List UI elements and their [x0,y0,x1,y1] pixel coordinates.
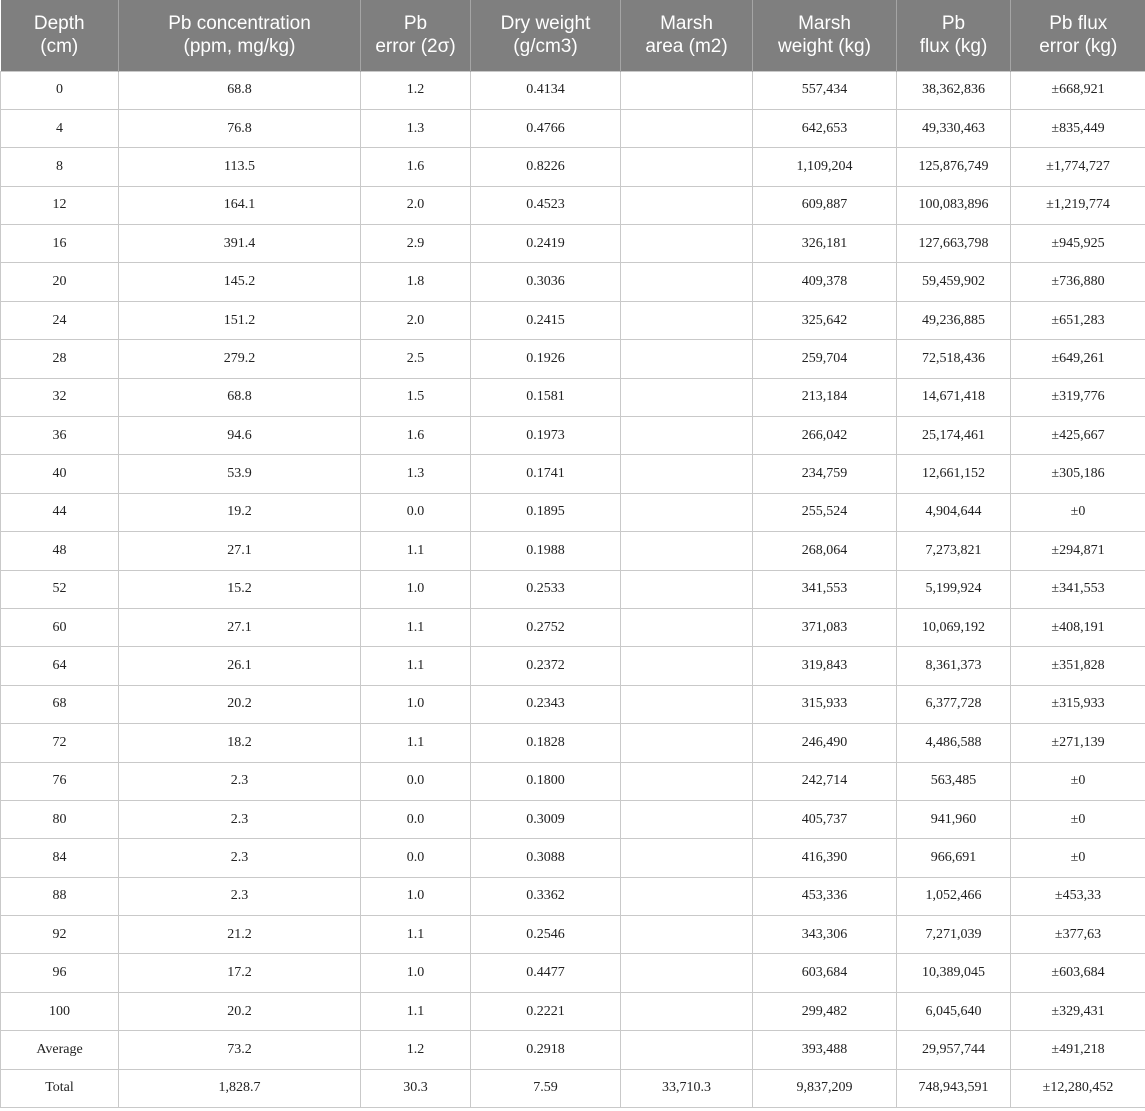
cell-pb-flux-error: ±0 [1011,839,1145,877]
cell-pb-concentration: 26.1 [119,647,361,685]
cell-pb-error: 1.0 [361,877,471,915]
table-row [1,570,1145,608]
cell-pb-concentration: 2.3 [119,800,361,838]
cell-pb-flux: 1,052,466 [897,877,1011,915]
cell-pb-flux-error: ±329,431 [1011,992,1145,1030]
table-row [1,532,1145,570]
cell-pb-flux-error: ±491,218 [1011,1031,1145,1069]
table-row [1,301,1145,339]
cell-pb-error: 1.2 [361,1031,471,1069]
table-row [1,608,1145,646]
cell-dry-weight: 0.3036 [471,263,621,301]
cell-dry-weight: 0.2546 [471,916,621,954]
cell-pb-flux-error: ±305,186 [1011,455,1145,493]
cell-pb-error: 1.5 [361,378,471,416]
cell-pb-flux: 29,957,744 [897,1031,1011,1069]
cell-pb-flux: 563,485 [897,762,1011,800]
cell-marsh-area [621,992,753,1030]
cell-depth: 84 [1,839,119,877]
cell-pb-concentration: 20.2 [119,685,361,723]
cell-marsh-weight: 9,837,209 [753,1069,897,1107]
col-header-pb-flux: Pb flux (kg) [897,0,1011,71]
cell-pb-flux-error: ±315,933 [1011,685,1145,723]
cell-depth: 44 [1,493,119,531]
cell-depth: 40 [1,455,119,493]
cell-depth: 52 [1,570,119,608]
table-row [1,1031,1145,1069]
cell-depth: 0 [1,71,119,109]
table-row [1,992,1145,1030]
cell-marsh-area [621,532,753,570]
col-header-marsh-area: Marsh area (m2) [621,0,753,71]
table-row [1,71,1145,109]
cell-marsh-area [621,493,753,531]
cell-pb-error: 1.1 [361,532,471,570]
cell-pb-flux: 72,518,436 [897,340,1011,378]
cell-dry-weight: 0.1973 [471,417,621,455]
col-header-dry-weight: Dry weight (g/cm3) [471,0,621,71]
cell-marsh-weight: 246,490 [753,724,897,762]
cell-marsh-area [621,839,753,877]
cell-depth: 80 [1,800,119,838]
cell-marsh-area [621,186,753,224]
cell-marsh-area [621,608,753,646]
cell-depth: 96 [1,954,119,992]
cell-marsh-weight: 393,488 [753,1031,897,1069]
col-header-marsh-weight: Marsh weight (kg) [753,0,897,71]
cell-pb-flux: 14,671,418 [897,378,1011,416]
cell-pb-flux-error: ±341,553 [1011,570,1145,608]
cell-marsh-area [621,1031,753,1069]
cell-pb-error: 0.0 [361,762,471,800]
cell-pb-flux-error: ±1,219,774 [1011,186,1145,224]
cell-marsh-weight: 343,306 [753,916,897,954]
cell-pb-concentration: 20.2 [119,992,361,1030]
cell-pb-flux-error: ±945,925 [1011,225,1145,263]
cell-dry-weight: 7.59 [471,1069,621,1107]
cell-pb-error: 0.0 [361,800,471,838]
cell-pb-flux: 7,271,039 [897,916,1011,954]
cell-marsh-weight: 341,553 [753,570,897,608]
cell-depth: 68 [1,685,119,723]
cell-pb-flux: 10,389,045 [897,954,1011,992]
cell-pb-concentration: 2.3 [119,877,361,915]
cell-dry-weight: 0.4134 [471,71,621,109]
cell-pb-flux-error: ±294,871 [1011,532,1145,570]
cell-marsh-weight: 242,714 [753,762,897,800]
cell-marsh-area [621,71,753,109]
cell-pb-concentration: 2.3 [119,762,361,800]
table-row [1,954,1145,992]
cell-dry-weight: 0.1988 [471,532,621,570]
cell-depth: 36 [1,417,119,455]
cell-depth: Average [1,1031,119,1069]
cell-depth: 48 [1,532,119,570]
cell-marsh-weight: 326,181 [753,225,897,263]
table-row [1,455,1145,493]
cell-depth: 32 [1,378,119,416]
cell-pb-concentration: 53.9 [119,455,361,493]
cell-pb-concentration: 73.2 [119,1031,361,1069]
cell-pb-flux-error: ±351,828 [1011,647,1145,685]
cell-marsh-area [621,685,753,723]
cell-depth: 8 [1,148,119,186]
cell-marsh-weight: 371,083 [753,608,897,646]
cell-pb-concentration: 2.3 [119,839,361,877]
cell-depth: 4 [1,109,119,147]
table-row [1,1069,1145,1107]
cell-pb-error: 1.8 [361,263,471,301]
cell-marsh-area [621,225,753,263]
cell-dry-weight: 0.1581 [471,378,621,416]
cell-marsh-area [621,301,753,339]
cell-dry-weight: 0.2533 [471,570,621,608]
cell-pb-concentration: 391.4 [119,225,361,263]
cell-pb-flux-error: ±736,880 [1011,263,1145,301]
cell-pb-concentration: 279.2 [119,340,361,378]
cell-pb-flux: 125,876,749 [897,148,1011,186]
cell-pb-flux: 49,330,463 [897,109,1011,147]
table-row [1,762,1145,800]
cell-pb-concentration: 21.2 [119,916,361,954]
cell-dry-weight: 0.4766 [471,109,621,147]
cell-pb-error: 1.1 [361,916,471,954]
table-row [1,186,1145,224]
cell-pb-error: 0.0 [361,493,471,531]
cell-pb-flux-error: ±0 [1011,762,1145,800]
cell-dry-weight: 0.4477 [471,954,621,992]
cell-pb-flux: 12,661,152 [897,455,1011,493]
cell-pb-error: 1.6 [361,148,471,186]
cell-pb-flux-error: ±453,33 [1011,877,1145,915]
cell-dry-weight: 0.4523 [471,186,621,224]
cell-pb-flux: 6,377,728 [897,685,1011,723]
cell-marsh-area: 33,710.3 [621,1069,753,1107]
cell-pb-concentration: 164.1 [119,186,361,224]
cell-pb-flux-error: ±271,139 [1011,724,1145,762]
cell-pb-error: 1.1 [361,992,471,1030]
table-row [1,916,1145,954]
cell-pb-concentration: 68.8 [119,71,361,109]
cell-dry-weight: 0.8226 [471,148,621,186]
cell-marsh-area [621,954,753,992]
cell-depth: 88 [1,877,119,915]
cell-pb-flux: 100,083,896 [897,186,1011,224]
cell-marsh-weight: 268,064 [753,532,897,570]
cell-pb-flux: 7,273,821 [897,532,1011,570]
cell-marsh-area [621,109,753,147]
cell-pb-concentration: 68.8 [119,378,361,416]
cell-pb-flux-error: ±377,63 [1011,916,1145,954]
cell-pb-error: 2.5 [361,340,471,378]
cell-dry-weight: 0.2415 [471,301,621,339]
cell-marsh-weight: 405,737 [753,800,897,838]
cell-pb-flux: 6,045,640 [897,992,1011,1030]
cell-pb-concentration: 76.8 [119,109,361,147]
cell-pb-flux: 748,943,591 [897,1069,1011,1107]
table-row [1,263,1145,301]
cell-marsh-area [621,724,753,762]
cell-pb-flux-error: ±835,449 [1011,109,1145,147]
cell-pb-flux-error: ±603,684 [1011,954,1145,992]
cell-marsh-area [621,800,753,838]
cell-depth: 16 [1,225,119,263]
cell-pb-flux-error: ±0 [1011,800,1145,838]
cell-pb-error: 1.2 [361,71,471,109]
cell-marsh-weight: 255,524 [753,493,897,531]
cell-marsh-weight: 409,378 [753,263,897,301]
cell-pb-concentration: 1,828.7 [119,1069,361,1107]
cell-pb-flux-error: ±649,261 [1011,340,1145,378]
cell-marsh-area [621,378,753,416]
cell-dry-weight: 0.2221 [471,992,621,1030]
cell-pb-error: 1.0 [361,954,471,992]
cell-pb-concentration: 145.2 [119,263,361,301]
cell-pb-flux: 8,361,373 [897,647,1011,685]
cell-dry-weight: 0.3009 [471,800,621,838]
col-header-pb-flux-error: Pb flux error (kg) [1011,0,1145,71]
cell-pb-error: 1.6 [361,417,471,455]
cell-pb-error: 1.1 [361,724,471,762]
cell-marsh-weight: 325,642 [753,301,897,339]
table-row [1,417,1145,455]
cell-marsh-weight: 266,042 [753,417,897,455]
cell-pb-flux: 25,174,461 [897,417,1011,455]
cell-dry-weight: 0.3362 [471,877,621,915]
cell-pb-concentration: 113.5 [119,148,361,186]
cell-marsh-area [621,148,753,186]
cell-dry-weight: 0.2343 [471,685,621,723]
col-header-depth: Depth (cm) [1,0,119,71]
cell-depth: 28 [1,340,119,378]
cell-pb-flux-error: ±12,280,452 [1011,1069,1145,1107]
cell-marsh-area [621,263,753,301]
cell-depth: 20 [1,263,119,301]
cell-marsh-weight: 299,482 [753,992,897,1030]
table-row [1,493,1145,531]
cell-pb-flux-error: ±0 [1011,493,1145,531]
cell-depth: 24 [1,301,119,339]
cell-marsh-weight: 1,109,204 [753,148,897,186]
cell-dry-weight: 0.1800 [471,762,621,800]
cell-pb-error: 1.1 [361,608,471,646]
col-header-pb-error: Pb error (2σ) [361,0,471,71]
cell-dry-weight: 0.2918 [471,1031,621,1069]
cell-marsh-area [621,340,753,378]
cell-marsh-weight: 319,843 [753,647,897,685]
cell-pb-concentration: 151.2 [119,301,361,339]
cell-pb-error: 1.0 [361,570,471,608]
cell-pb-concentration: 18.2 [119,724,361,762]
table-row [1,225,1145,263]
cell-pb-concentration: 17.2 [119,954,361,992]
cell-pb-flux: 127,663,798 [897,225,1011,263]
table-row [1,378,1145,416]
cell-dry-weight: 0.1895 [471,493,621,531]
cell-pb-flux-error: ±408,191 [1011,608,1145,646]
cell-marsh-area [621,762,753,800]
cell-pb-flux-error: ±651,283 [1011,301,1145,339]
cell-pb-error: 1.3 [361,109,471,147]
cell-depth: 92 [1,916,119,954]
table-header [1,0,1145,71]
cell-marsh-weight: 609,887 [753,186,897,224]
cell-pb-error: 2.9 [361,225,471,263]
cell-depth: 72 [1,724,119,762]
cell-marsh-area [621,570,753,608]
cell-depth: 76 [1,762,119,800]
cell-depth: 64 [1,647,119,685]
header-row [1,0,1145,71]
cell-depth: 60 [1,608,119,646]
table-row [1,109,1145,147]
cell-pb-error: 1.0 [361,685,471,723]
col-header-pb-concentration: Pb concentration (ppm, mg/kg) [119,0,361,71]
table-row [1,340,1145,378]
cell-marsh-weight: 259,704 [753,340,897,378]
cell-depth: Total [1,1069,119,1107]
cell-marsh-weight: 642,653 [753,109,897,147]
cell-depth: 12 [1,186,119,224]
cell-dry-weight: 0.2752 [471,608,621,646]
cell-pb-error: 2.0 [361,186,471,224]
table-row [1,685,1145,723]
cell-dry-weight: 0.1741 [471,455,621,493]
cell-pb-error: 0.0 [361,839,471,877]
cell-pb-concentration: 27.1 [119,608,361,646]
cell-dry-weight: 0.1828 [471,724,621,762]
cell-pb-flux: 941,960 [897,800,1011,838]
cell-pb-flux-error: ±425,667 [1011,417,1145,455]
cell-pb-error: 2.0 [361,301,471,339]
table-row [1,724,1145,762]
cell-pb-flux: 4,486,588 [897,724,1011,762]
cell-pb-concentration: 94.6 [119,417,361,455]
cell-marsh-weight: 453,336 [753,877,897,915]
table-row [1,877,1145,915]
cell-marsh-weight: 213,184 [753,378,897,416]
cell-pb-flux: 49,236,885 [897,301,1011,339]
cell-dry-weight: 0.2419 [471,225,621,263]
cell-dry-weight: 0.1926 [471,340,621,378]
table-row [1,800,1145,838]
cell-pb-flux: 5,199,924 [897,570,1011,608]
cell-depth: 100 [1,992,119,1030]
table-row [1,647,1145,685]
cell-marsh-weight: 603,684 [753,954,897,992]
table-row [1,148,1145,186]
cell-marsh-area [621,455,753,493]
cell-marsh-weight: 234,759 [753,455,897,493]
cell-marsh-weight: 416,390 [753,839,897,877]
cell-marsh-area [621,877,753,915]
cell-marsh-weight: 315,933 [753,685,897,723]
cell-pb-error: 1.1 [361,647,471,685]
cell-marsh-area [621,916,753,954]
cell-pb-error: 1.3 [361,455,471,493]
cell-pb-flux: 966,691 [897,839,1011,877]
cell-pb-flux: 59,459,902 [897,263,1011,301]
cell-marsh-area [621,647,753,685]
cell-pb-concentration: 19.2 [119,493,361,531]
cell-marsh-weight: 557,434 [753,71,897,109]
cell-pb-concentration: 15.2 [119,570,361,608]
cell-pb-flux: 38,362,836 [897,71,1011,109]
table-row [1,839,1145,877]
table-body [1,71,1145,1108]
cell-dry-weight: 0.2372 [471,647,621,685]
cell-pb-flux: 10,069,192 [897,608,1011,646]
cell-pb-flux: 4,904,644 [897,493,1011,531]
cell-pb-flux-error: ±1,774,727 [1011,148,1145,186]
cell-marsh-area [621,417,753,455]
cell-dry-weight: 0.3088 [471,839,621,877]
cell-pb-error: 30.3 [361,1069,471,1107]
cell-pb-concentration: 27.1 [119,532,361,570]
cell-pb-flux-error: ±668,921 [1011,71,1145,109]
cell-pb-flux-error: ±319,776 [1011,378,1145,416]
